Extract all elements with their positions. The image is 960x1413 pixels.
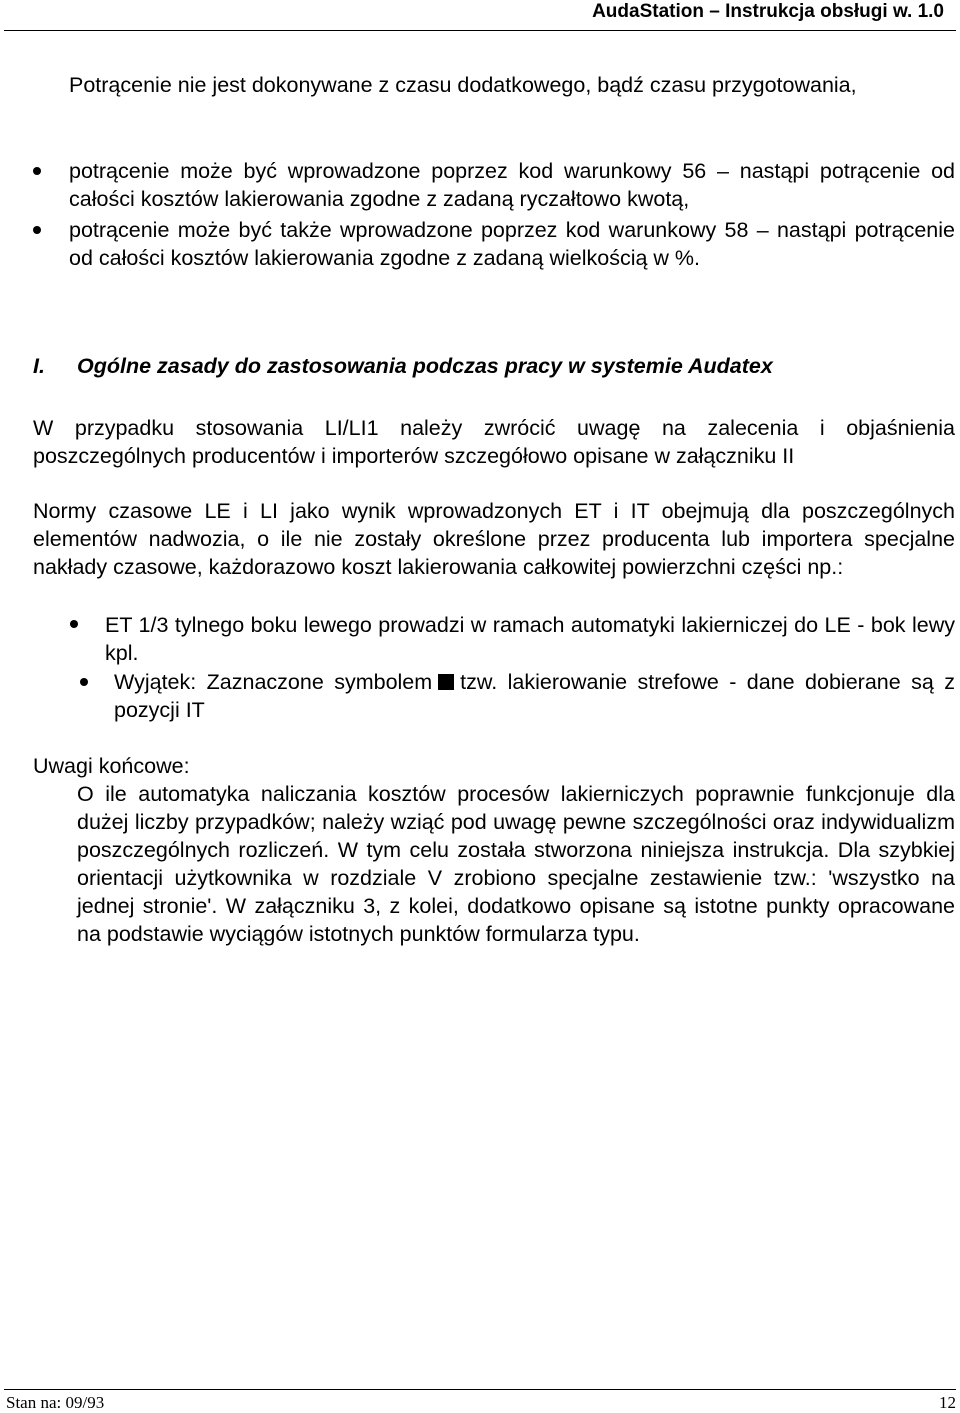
section-heading — [33, 352, 773, 380]
bullet-icon — [33, 226, 41, 234]
intro-paragraph: Potrącenie nie jest dokonywane z czasu dodatkowego, bądź czasu przygotowania, — [69, 73, 857, 97]
closing-label: Uwagi końcowe: — [33, 754, 190, 778]
section-number: I. — [33, 354, 45, 378]
footer-status: Stan na: 09/93 — [6, 1393, 105, 1412]
bullet-icon — [80, 678, 88, 686]
section-title: Ogólne zasady do zastosowania podczas pracy w systemie Audatex — [77, 354, 773, 378]
header-divider — [4, 30, 956, 31]
exception-text-start: Wyjątek: Zaznaczone symbolem — [114, 670, 433, 694]
paragraph-li: W przypadku stosowania LI/LI1 należy zwrócić uwagę na zalecenia i objaśnienia poszczególnych producentów i importerów szczegółowo opisane w załączniku II — [33, 416, 955, 468]
footer-divider — [4, 1389, 956, 1390]
closing-paragraph: O ile automatyka naliczania kosztów procesów lakierniczych poprawnie funkcjonuje dla dużej liczby przypadków; należy wziąć pod uwagę pewne szczególności oraz indywidualizm poszczególnych rozliczeń. W tym celu została stworzona niniejsza instrukcja. Dla szybkiej orientacji użytkownika w rozdziale V zrobiono specjalne zestawienie tzw.: 'wszystko na jednej stronie'. W załączniku 3, z kolei, dodatkowo opisane są istotne punkty opracowane na podstawie wyciągów istotnych punktów formularza typu. — [77, 782, 955, 946]
bullet-icon — [33, 167, 41, 175]
filled-square-icon — [438, 674, 454, 690]
deduction-item-56: potrącenie może być wprowadzone poprzez kod warunkowy 56 – nastąpi potrącenie od całości kosztów lakierowania zgodne z zadaną ryczałtowo kwotą, — [69, 159, 955, 211]
paragraph-norms: Normy czasowe LE i LI jako wynik wprowadzonych ET i IT obejmują dla poszczególnych elementów nadwozia, o ile nie zostały określone przez producenta lub importera specjalne nakłady czasowe, każdorazowo koszt lakierowania całkowitej powierzchni części np.: — [33, 499, 955, 579]
document-header: AudaStation – Instrukcja obsługi w. 1.0 — [592, 1, 944, 22]
bullet-icon — [70, 620, 78, 628]
exception-text-end: tzw. lakierowanie strefowe - dane dobierane są z pozycji IT — [114, 670, 955, 722]
example-item-exception — [114, 668, 955, 724]
page-number: 12 — [939, 1393, 956, 1412]
deduction-item-58: potrącenie może być także wprowadzone poprzez kod warunkowy 58 – nastąpi potrącenie od całości kosztów lakierowania zgodne z zadaną wielkością w %. — [69, 218, 955, 270]
example-item-et: ET 1/3 tylnego boku lewego prowadzi w ramach automatyki lakierniczej do LE - bok lewy kpl. — [105, 613, 955, 665]
